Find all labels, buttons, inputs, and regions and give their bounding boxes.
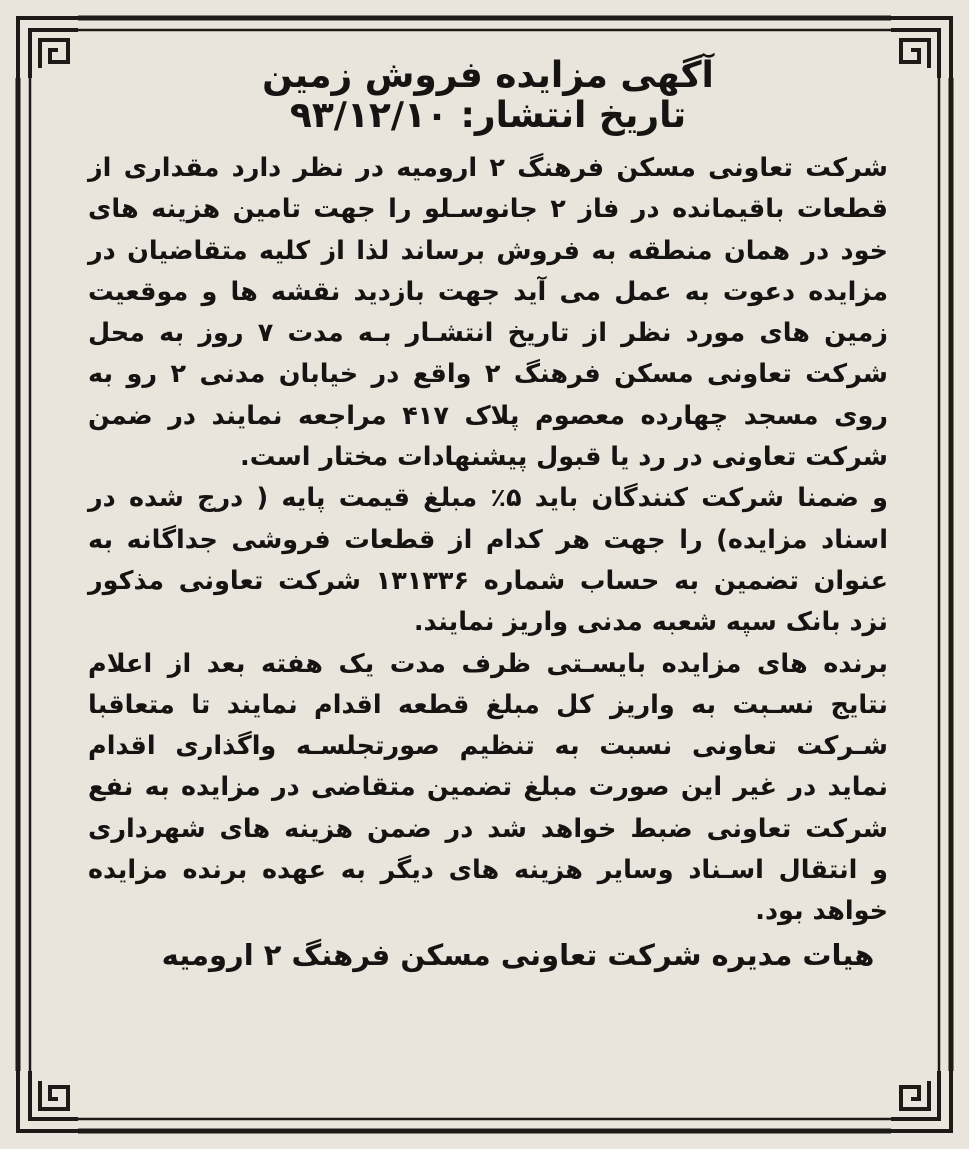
text-line: شـرکت تعاونی نسبت به تنظیم صورتجلسـه واگذاری اقدام xyxy=(88,731,888,762)
notice-content xyxy=(88,56,888,1106)
text-line: برنده های مزایده بایسـتی ظرف مدت یک هفته بعد از اعلام xyxy=(88,648,888,679)
board-signature: هیات مدیره شرکت تعاونی مسکن فرهنگ ۲ ارومیه xyxy=(161,937,875,972)
corner-ornament-top-right xyxy=(891,18,951,78)
publish-date: تاریخ انتشار: ۹۳/۱۲/۱۰ xyxy=(289,95,687,136)
text-line: اسناد مزایده) را جهت هر کدام از قطعات فروشی جداگانه به xyxy=(88,524,888,555)
text-line: خود در همان منطقه به فروش برساند لذا از کلیه متقاضیان در xyxy=(88,235,888,266)
paragraph-1 xyxy=(88,148,888,478)
text-line: خواهد بود. xyxy=(755,896,888,927)
text-line: نماید در غیر این صورت مبلغ تضمین متقاضی در مزایده به نفع xyxy=(88,772,888,803)
paragraph-3 xyxy=(88,644,888,933)
text-line: روی مسجد چهارده معصوم پلاک ۴۱۷ مراجعه نمایند در ضمن xyxy=(88,400,888,431)
paragraph-2 xyxy=(88,478,888,643)
corner-ornament-bottom-left xyxy=(18,1071,78,1131)
text-line: شرکت تعاونی مسکن فرهنگ ۲ ارومیه در نظر دارد مقداری از xyxy=(88,153,888,183)
text-line: نتایج نسـبت به واریز کل مبلغ قطعه اقدام نمایند تا متعاقبا xyxy=(88,689,888,720)
corner-ornament-top-left xyxy=(18,18,78,78)
text-line: مزایده دعوت به عمل می آید جهت بازدید نقشه ها و موقعیت xyxy=(88,276,888,307)
text-line: و ضمنا شرکت کنندگان باید ۵٪ مبلغ قیمت پایه ( درج شده در xyxy=(88,483,888,514)
text-line: و انتقال اسـناد وسایر هزینه های دیگر به عهده برنده مزایده xyxy=(88,855,888,886)
text-line: شرکت تعاونی ضبط خواهد شد در ضمن هزینه های شهرداری xyxy=(88,813,888,844)
text-line: شرکت تعاونی در رد یا قبول پیشنهادات مختار است. xyxy=(240,442,888,473)
corner-ornament-bottom-right xyxy=(891,1071,951,1131)
text-line: قطعات باقیمانده در فاز ۲ جانوسـلو را جهت تامین هزینه های xyxy=(88,194,888,225)
notice-body xyxy=(88,148,888,933)
text-line: عنوان تضمین به حساب شماره ۱۳۱۳۳۶ شرکت تعاونی مذکور xyxy=(88,565,888,596)
text-line: زمین های مورد نظر از تاریخ انتشـار بـه مدت ۷ روز به محل xyxy=(88,318,888,349)
text-line: نزد بانک سپه شعبه مدنی واریز نمایند. xyxy=(413,607,888,638)
text-line: شرکت تعاونی مسکن فرهنگ ۲ واقع در خیابان مدنی ۲ رو به xyxy=(88,359,889,390)
notice-title: آگهی مزایده فروش زمین xyxy=(262,55,714,96)
